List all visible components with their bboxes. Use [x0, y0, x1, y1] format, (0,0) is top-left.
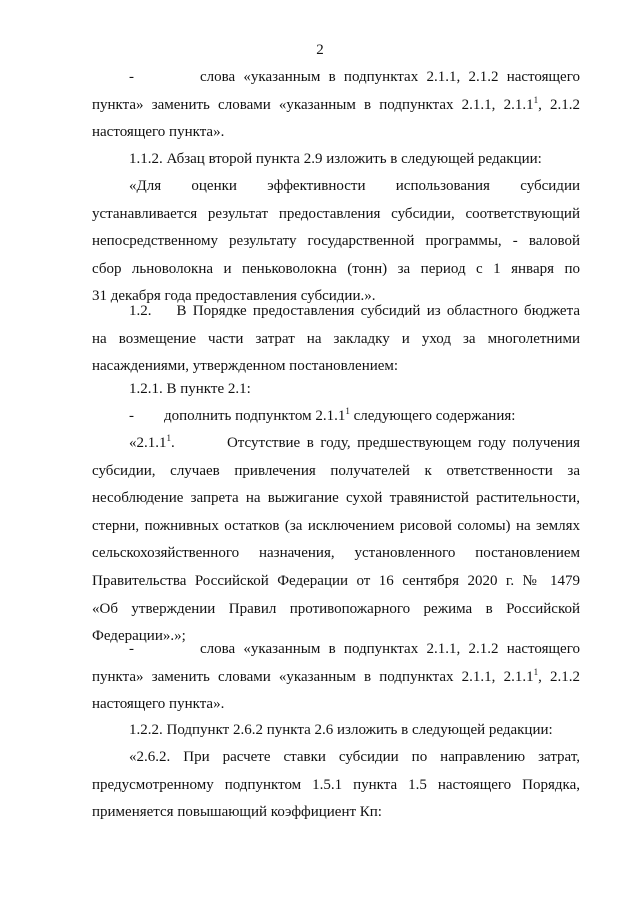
paragraph-line: «Об утверждении Правил противопожарного режима в Российской	[92, 600, 580, 617]
amendment-paragraph-dash-2	[92, 636, 580, 719]
paragraph-line: 1.2. В Порядке предоставления субсидий из областного бюджета	[129, 303, 580, 319]
quoted-paragraph-2-9	[92, 173, 580, 311]
paragraph-line: «2.6.2. При расчете ставки субсидии по направлению затрат,	[129, 749, 580, 765]
paragraph-line: 1.2.2. Подпункт 2.6.2 пункта 2.6 изложить в следующей редакции:	[129, 722, 553, 738]
paragraph-line: Правительства Российской Федерации от 16 сентября 2020 г. № 1479	[92, 572, 580, 589]
paragraph-line: Федерации».»;	[92, 628, 186, 645]
paragraph-line: настоящего пункта».	[92, 696, 225, 713]
paragraph-line: 1.1.2. Абзац второй пункта 2.9 изложить в следующей редакции:	[129, 151, 542, 167]
superscript: 1	[166, 433, 171, 443]
paragraph-line: несоблюдение запрета на выжигание сухой травянистой растительности,	[92, 490, 580, 507]
paragraph-line: устанавливается результат предоставления субсидии, соответствующий	[92, 205, 580, 222]
paragraph-line: «2.1.1$^1$. Отсутствие в году, предшествующем году получения	[129, 433, 580, 451]
paragraph-line: - слова «указанным в подпунктах 2.1.1, 2.1.2 настоящего	[129, 69, 580, 85]
paragraph-line: пункта» заменить словами «указанным в подпунктах 2.1.1, 2.1.1$^1$, 2.1.2	[92, 666, 580, 685]
paragraph-line: 31 декабря года предоставления субсидии.».	[92, 288, 376, 305]
paragraph-line: - дополнить подпунктом 2.1.1$^1$ следующего содержания:	[129, 406, 516, 424]
amendment-heading-1-2-2	[92, 717, 580, 745]
superscript: 1	[533, 94, 539, 105]
amendment-paragraph-1-2	[92, 298, 580, 381]
superscript: 1	[533, 666, 539, 677]
paragraph-line: на возмещение части затрат на закладку и уход за многолетними	[92, 330, 580, 347]
amendment-heading-1-1-2	[92, 146, 580, 174]
paragraph-line: - слова «указанным в подпунктах 2.1.1, 2.1.2 настоящего	[129, 641, 580, 657]
paragraph-line: 1.2.1. В пункте 2.1:	[129, 381, 251, 397]
paragraph-line: «Для оценки эффективности использования субсидии	[129, 178, 580, 194]
amendment-dash-item	[92, 403, 580, 431]
paragraph-line: предусмотренному подпунктом 1.5.1 пункта 1.5 настоящего Порядка,	[92, 776, 580, 793]
paragraph-line: пункта» заменить словами «указанным в подпунктах 2.1.1, 2.1.1$^1$, 2.1.2	[92, 94, 580, 113]
paragraph-line: сбор льноволокна и пеньковолокна (тонн) за период с 1 января по	[92, 260, 580, 277]
paragraph-line: стерни, пожнивных остатков (за исключением рисовой соломы) на землях	[92, 517, 580, 534]
quoted-paragraph-2-6-2	[92, 744, 580, 827]
page-number: 2	[316, 42, 324, 58]
superscript: 1	[345, 406, 350, 416]
amendment-paragraph-1	[92, 64, 580, 147]
amendment-heading-1-2-1	[92, 376, 580, 404]
paragraph-line: настоящего пункта».	[92, 124, 225, 141]
paragraph-line: сельскохозяйственного назначения, установленного постановлением	[92, 545, 580, 562]
quoted-paragraph-2-1-1-1	[92, 430, 580, 651]
paragraph-line: насаждениями, утвержденном постановлением:	[92, 358, 399, 375]
paragraph-line: непосредственному результату государственной программы, - валовой	[92, 233, 580, 250]
paragraph-line: субсидии, случаев привлечения получателей к ответственности за	[92, 462, 580, 479]
paragraph-line: применяется повышающий коэффициент Кп:	[92, 804, 382, 821]
